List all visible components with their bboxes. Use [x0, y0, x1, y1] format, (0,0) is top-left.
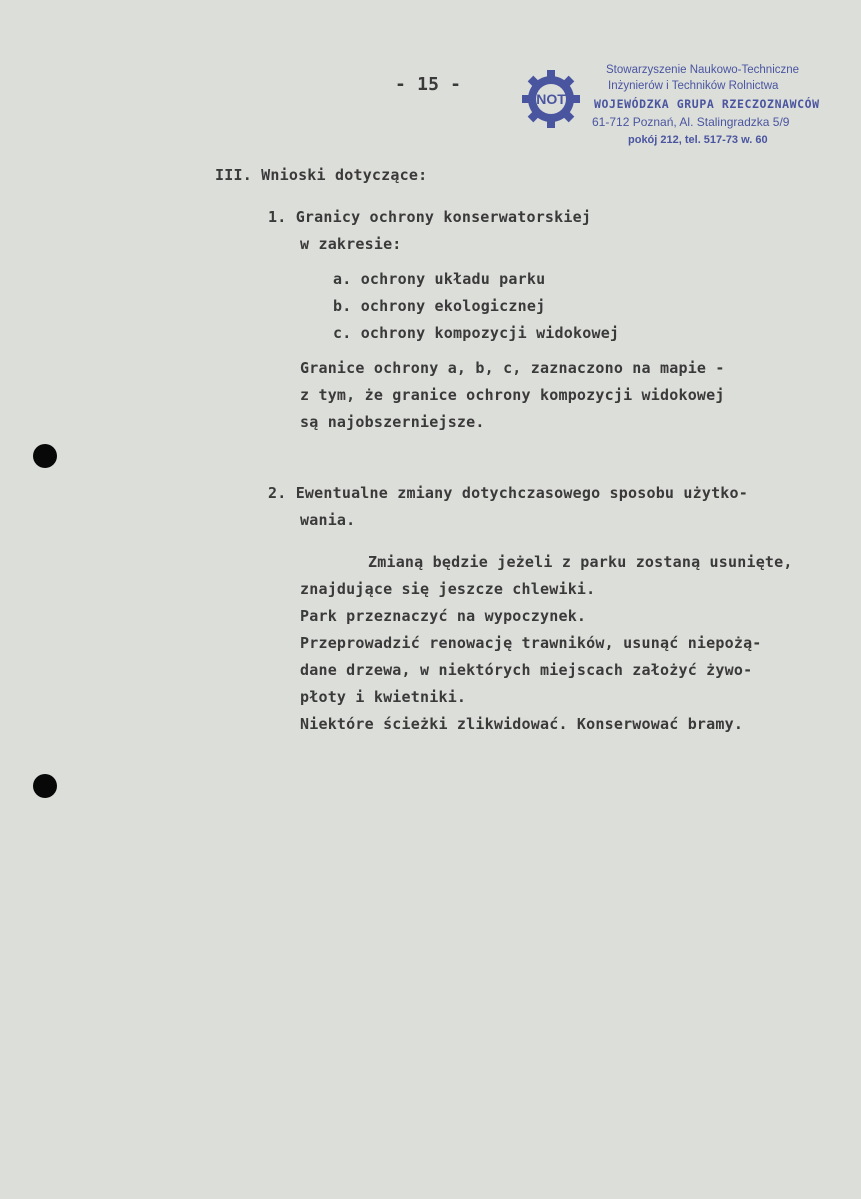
section1-item-b: b. ochrony ekologicznej	[333, 297, 546, 315]
logo-text: NOT	[536, 91, 566, 107]
section2-line-1: Zmianą będzie jeżeli z parku zostaną usunięte,	[368, 553, 793, 571]
stamp-line-3: WOJEWÓDZKA GRUPA RZECZOZNAWCÓW	[594, 97, 820, 111]
section1-title-line1: 1. Granicy ochrony konserwatorskiej	[268, 208, 592, 226]
institution-stamp	[520, 64, 835, 156]
not-gear-logo-icon	[520, 68, 582, 130]
section2-line-3: Park przeznaczyć na wypoczynek.	[300, 607, 587, 625]
section-heading: III. Wnioski dotyczące:	[215, 166, 428, 184]
section2-line-5: dane drzewa, w niektórych miejscach założyć żywo-	[300, 661, 753, 679]
section2-title-line2: wania.	[300, 511, 356, 529]
section1-para-line3: są najobszerniejsze.	[300, 413, 485, 431]
section2-line-4: Przeprowadzić renowację trawników, usunąć niepożą-	[300, 634, 762, 652]
punch-hole-top	[33, 444, 57, 468]
stamp-line-1: Stowarzyszenie Naukowo-Techniczne	[606, 64, 800, 76]
stamp-line-5: pokój 212, tel. 517-73 w. 60	[628, 134, 768, 146]
section2-line-2: znajdujące się jeszcze chlewiki.	[300, 580, 596, 598]
section2-title-line1: 2. Ewentualne zmiany dotychczasowego sposobu użytko-	[268, 484, 748, 502]
section2-line-7: Niektóre ścieżki zlikwidować. Konserwować bramy.	[300, 715, 744, 733]
punch-hole-bottom	[33, 774, 57, 798]
stamp-line-2: Inżynierów i Techników Rolnictwa	[608, 80, 779, 92]
section1-item-a: a. ochrony układu parku	[333, 270, 546, 288]
page-number: - 15 -	[395, 74, 462, 95]
section1-title-line2: w zakresie:	[300, 235, 402, 253]
section2-line-6: płoty i kwietniki.	[300, 688, 467, 706]
section1-para-line1: Granice ochrony a, b, c, zaznaczono na mapie -	[300, 359, 725, 377]
stamp-line-4: 61-712 Poznań, Al. Stalingradzka 5/9	[592, 115, 790, 129]
section1-para-line2: z tym, że granice ochrony kompozycji widokowej	[300, 386, 725, 404]
section1-item-c: c. ochrony kompozycji widokowej	[333, 324, 620, 342]
